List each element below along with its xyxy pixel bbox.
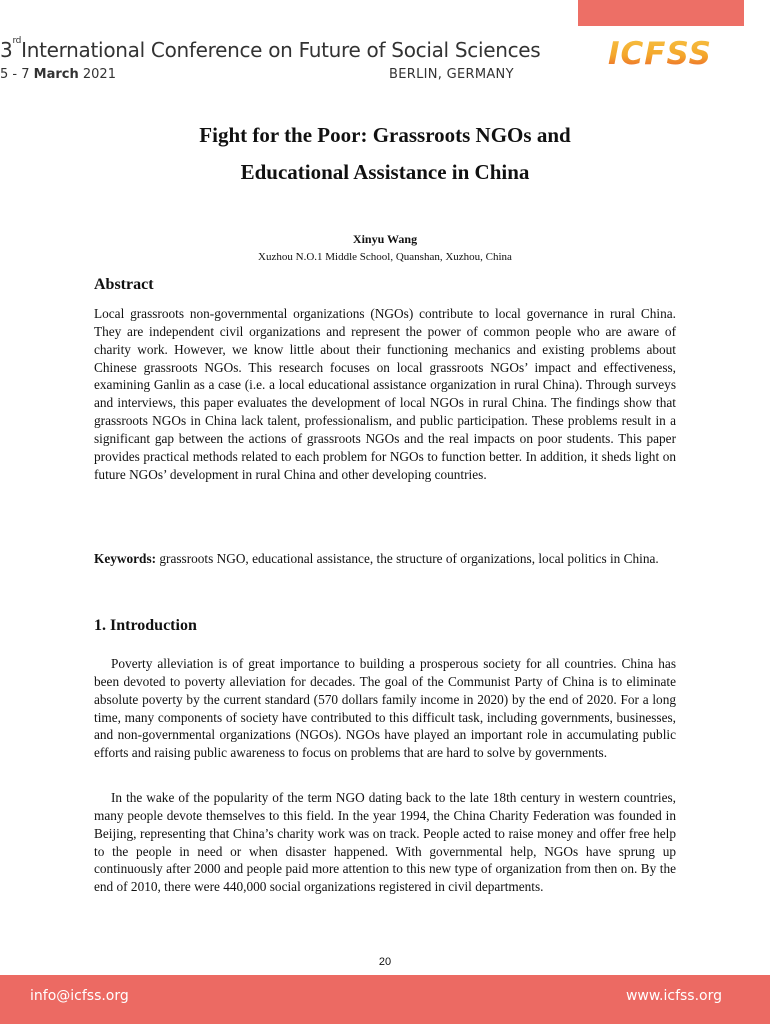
date-days: 5 - 7 [0, 67, 30, 82]
abstract-text: Local grassroots non-governmental organizations (NGOs) contribute to local governance in rural China. They are independent civil organizations and represent the power of common people who are aware of charity work. However, we know little about their functioning mechanics and existing problems about Chinese grassroots NGOs. This research focuses on local grassroots NGOs’ impact and effectiveness, examining Ganlin as a case (i.e. a local educational assistance organization in rural China). Through surveys and interviews, this paper evaluates the development of local NGOs in rural China. The findings show that grassroots NGOs in China lack talent, professionalism, and public participation. These problems result in a significant gap between the actions of grassroots NGOs and the real impacts on poor students. This paper provides practical methods related to each problem for NGOs to function better. In addition, it sheds light on future NGOs’ development in rural China and other developing countries. [94, 306, 676, 482]
icfss-logo [590, 36, 730, 68]
footer-email-link[interactable]: info@icfss.org [30, 988, 129, 1004]
date-year: 2021 [82, 67, 116, 82]
footer-bar [0, 975, 770, 1024]
conference-title [0, 38, 540, 62]
conference-name: International Conference on Future of Social Sciences [21, 38, 541, 62]
conference-date [0, 67, 116, 82]
date-month: March [33, 67, 79, 82]
conference-ordinal: 3 [0, 38, 13, 62]
paper-title-line-1: Fight for the Poor: Grassroots NGOs and [199, 123, 571, 147]
author-affiliation: Xuzhou N.O.1 Middle School, Quanshan, Xuzhou, China [258, 251, 512, 263]
keywords [94, 550, 676, 568]
introduction-heading: 1. Introduction [94, 617, 197, 634]
introduction-paragraph-2: In the wake of the popularity of the term NGO dating back to the late 18th century in western countries, many people devote themselves to this field. In the year 1994, the China Charity Federation was founded in Beijing, representing that China’s charity work was on track. People acted to raise money and offer free help to the people in need or when disaster happened. With governmental help, NGOs have sprung up continuously after 2000 and people paid more attention to this new type of organization from then on. By the end of 2010, there were 440,000 social organizations registered in civil departments. [94, 790, 676, 895]
keywords-text: grassroots NGO, educational assistance, the structure of organizations, local politics in China. [156, 551, 659, 566]
conference-ordinal-suffix: rd [12, 36, 22, 46]
abstract-heading: Abstract [94, 276, 154, 293]
introduction-paragraph-1: Poverty alleviation is of great importance to building a prosperous society for all countries. China has been devoted to poverty alleviation for decades. The goal of the Communist Party of China is to eliminate absolute poverty by the current standard (570 dollars family income in 2020) by the end of 2020. For a long time, many components of society have contributed to this difficult task, including governments, businesses, and non-governmental organizations (NGOs). NGOs have played an important role in accumulating public efforts and raising public awareness to focus on problems that are hard to solve by governments. [94, 656, 676, 761]
logo-text: ICFSS [607, 36, 713, 68]
footer-website-link[interactable]: www.icfss.org [625, 988, 722, 1004]
keywords-label: Keywords: [94, 551, 157, 566]
conference-location: BERLIN, GERMANY [389, 67, 514, 82]
page-number: 20 [378, 956, 392, 968]
paper-title-line-2: Educational Assistance in China [240, 160, 530, 184]
author-name: Xinyu Wang [352, 232, 418, 246]
header-accent-bar [578, 0, 744, 26]
